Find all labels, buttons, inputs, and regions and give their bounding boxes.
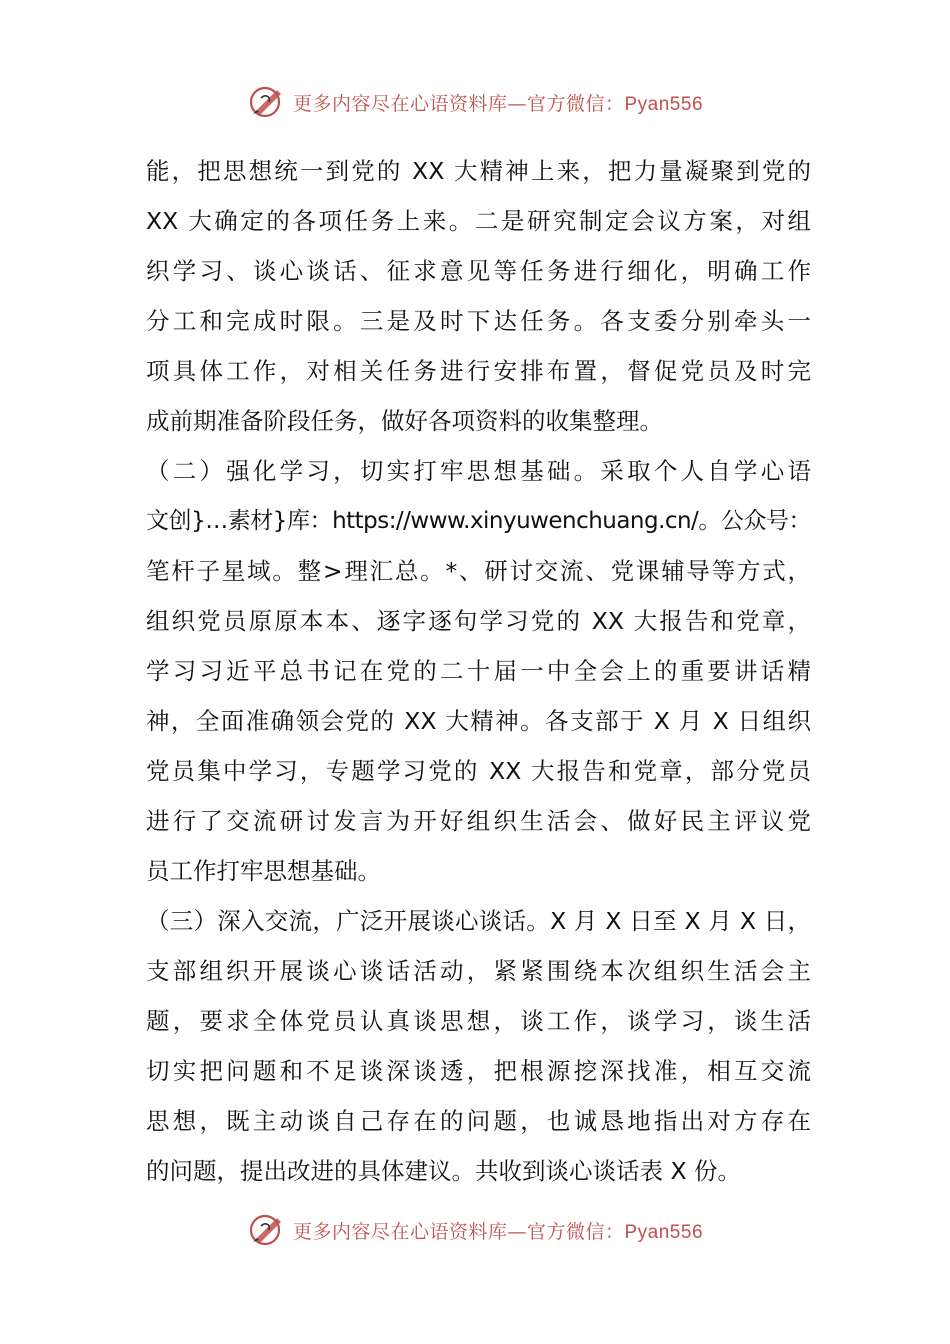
pen-logo-icon [247,84,287,120]
text-line: 笔杆子星域。整>理汇总。*、研讨交流、党课辅导等方式， [146,557,811,585]
footer-text [293,1217,703,1244]
footer-dash: — [507,1220,527,1243]
body-text [146,146,811,1196]
text-line: 分工和完成时限。三是及时下达任务。各支委分别牵头一 [146,307,811,335]
text-line: 进行了交流研讨发言为开好组织生活会、做好民主评议党 [146,807,811,835]
footer-brand: 更多内容尽在心语资料库 [292,1220,508,1243]
text-line: 项具体工作，对相关任务进行安排布置，督促党员及时完 [146,357,811,385]
text-line: 神，全面准确领会党的 XX 大精神。各支部于 X 月 X 日组织 [146,707,811,735]
text-line: 文创}…素材}库：https://www.xinyuwenchuang.cn/。公众号： [146,508,811,534]
text-line: 学习习近平总书记在党的二十届一中全会上的重要讲话精 [146,657,811,685]
text-line: 党员集中学习，专题学习党的 XX 大报告和党章，部分党员 [146,757,811,785]
footer-banner [0,1210,950,1250]
header-banner [0,82,950,122]
text-line: （二）强化学习，切实打牢思想基础。采取个人自学心语 [146,457,811,485]
text-line: 能，把思想统一到党的 XX 大精神上来，把力量凝聚到党的 [146,157,811,185]
text-line: 支部组织开展谈心谈话活动，紧紧围绕本次组织生活会主 [146,957,811,985]
text-line: 思想，既主动谈自己存在的问题，也诚恳地指出对方存在 [146,1107,811,1135]
text-line: （三）深入交流，广泛开展谈心谈话。X 月 X 日至 X 月 X 日， [146,907,811,935]
footer-wechat-id: Pyan556 [624,1221,704,1243]
pen-logo-icon [247,1212,287,1248]
text-line: 切实把问题和不足谈深谈透，把根源挖深找准，相互交流 [146,1057,811,1085]
footer-contact-label: 官方微信： [526,1220,625,1243]
header-wechat-id: Pyan556 [624,93,704,115]
header-contact-label: 官方微信： [526,92,625,115]
header-brand: 更多内容尽在心语资料库 [292,92,508,115]
text-line: 织学习、谈心谈话、征求意见等任务进行细化，明确工作 [146,257,811,285]
text-line: XX 大确定的各项任务上来。二是研究制定会议方案，对组 [146,207,811,235]
text-line: 的问题，提出改进的具体建议。共收到谈心谈话表 X 份。 [146,1157,742,1185]
text-line: 题，要求全体党员认真谈思想，谈工作，谈学习，谈生活 [146,1007,811,1035]
header-text [293,89,703,116]
text-line: 成前期准备阶段任务，做好各项资料的收集整理。 [146,407,663,435]
header-dash: — [507,92,527,115]
text-line: 员工作打牢思想基础。 [146,857,381,885]
text-line: 组织党员原原本本、逐字逐句学习党的 XX 大报告和党章， [146,607,811,635]
